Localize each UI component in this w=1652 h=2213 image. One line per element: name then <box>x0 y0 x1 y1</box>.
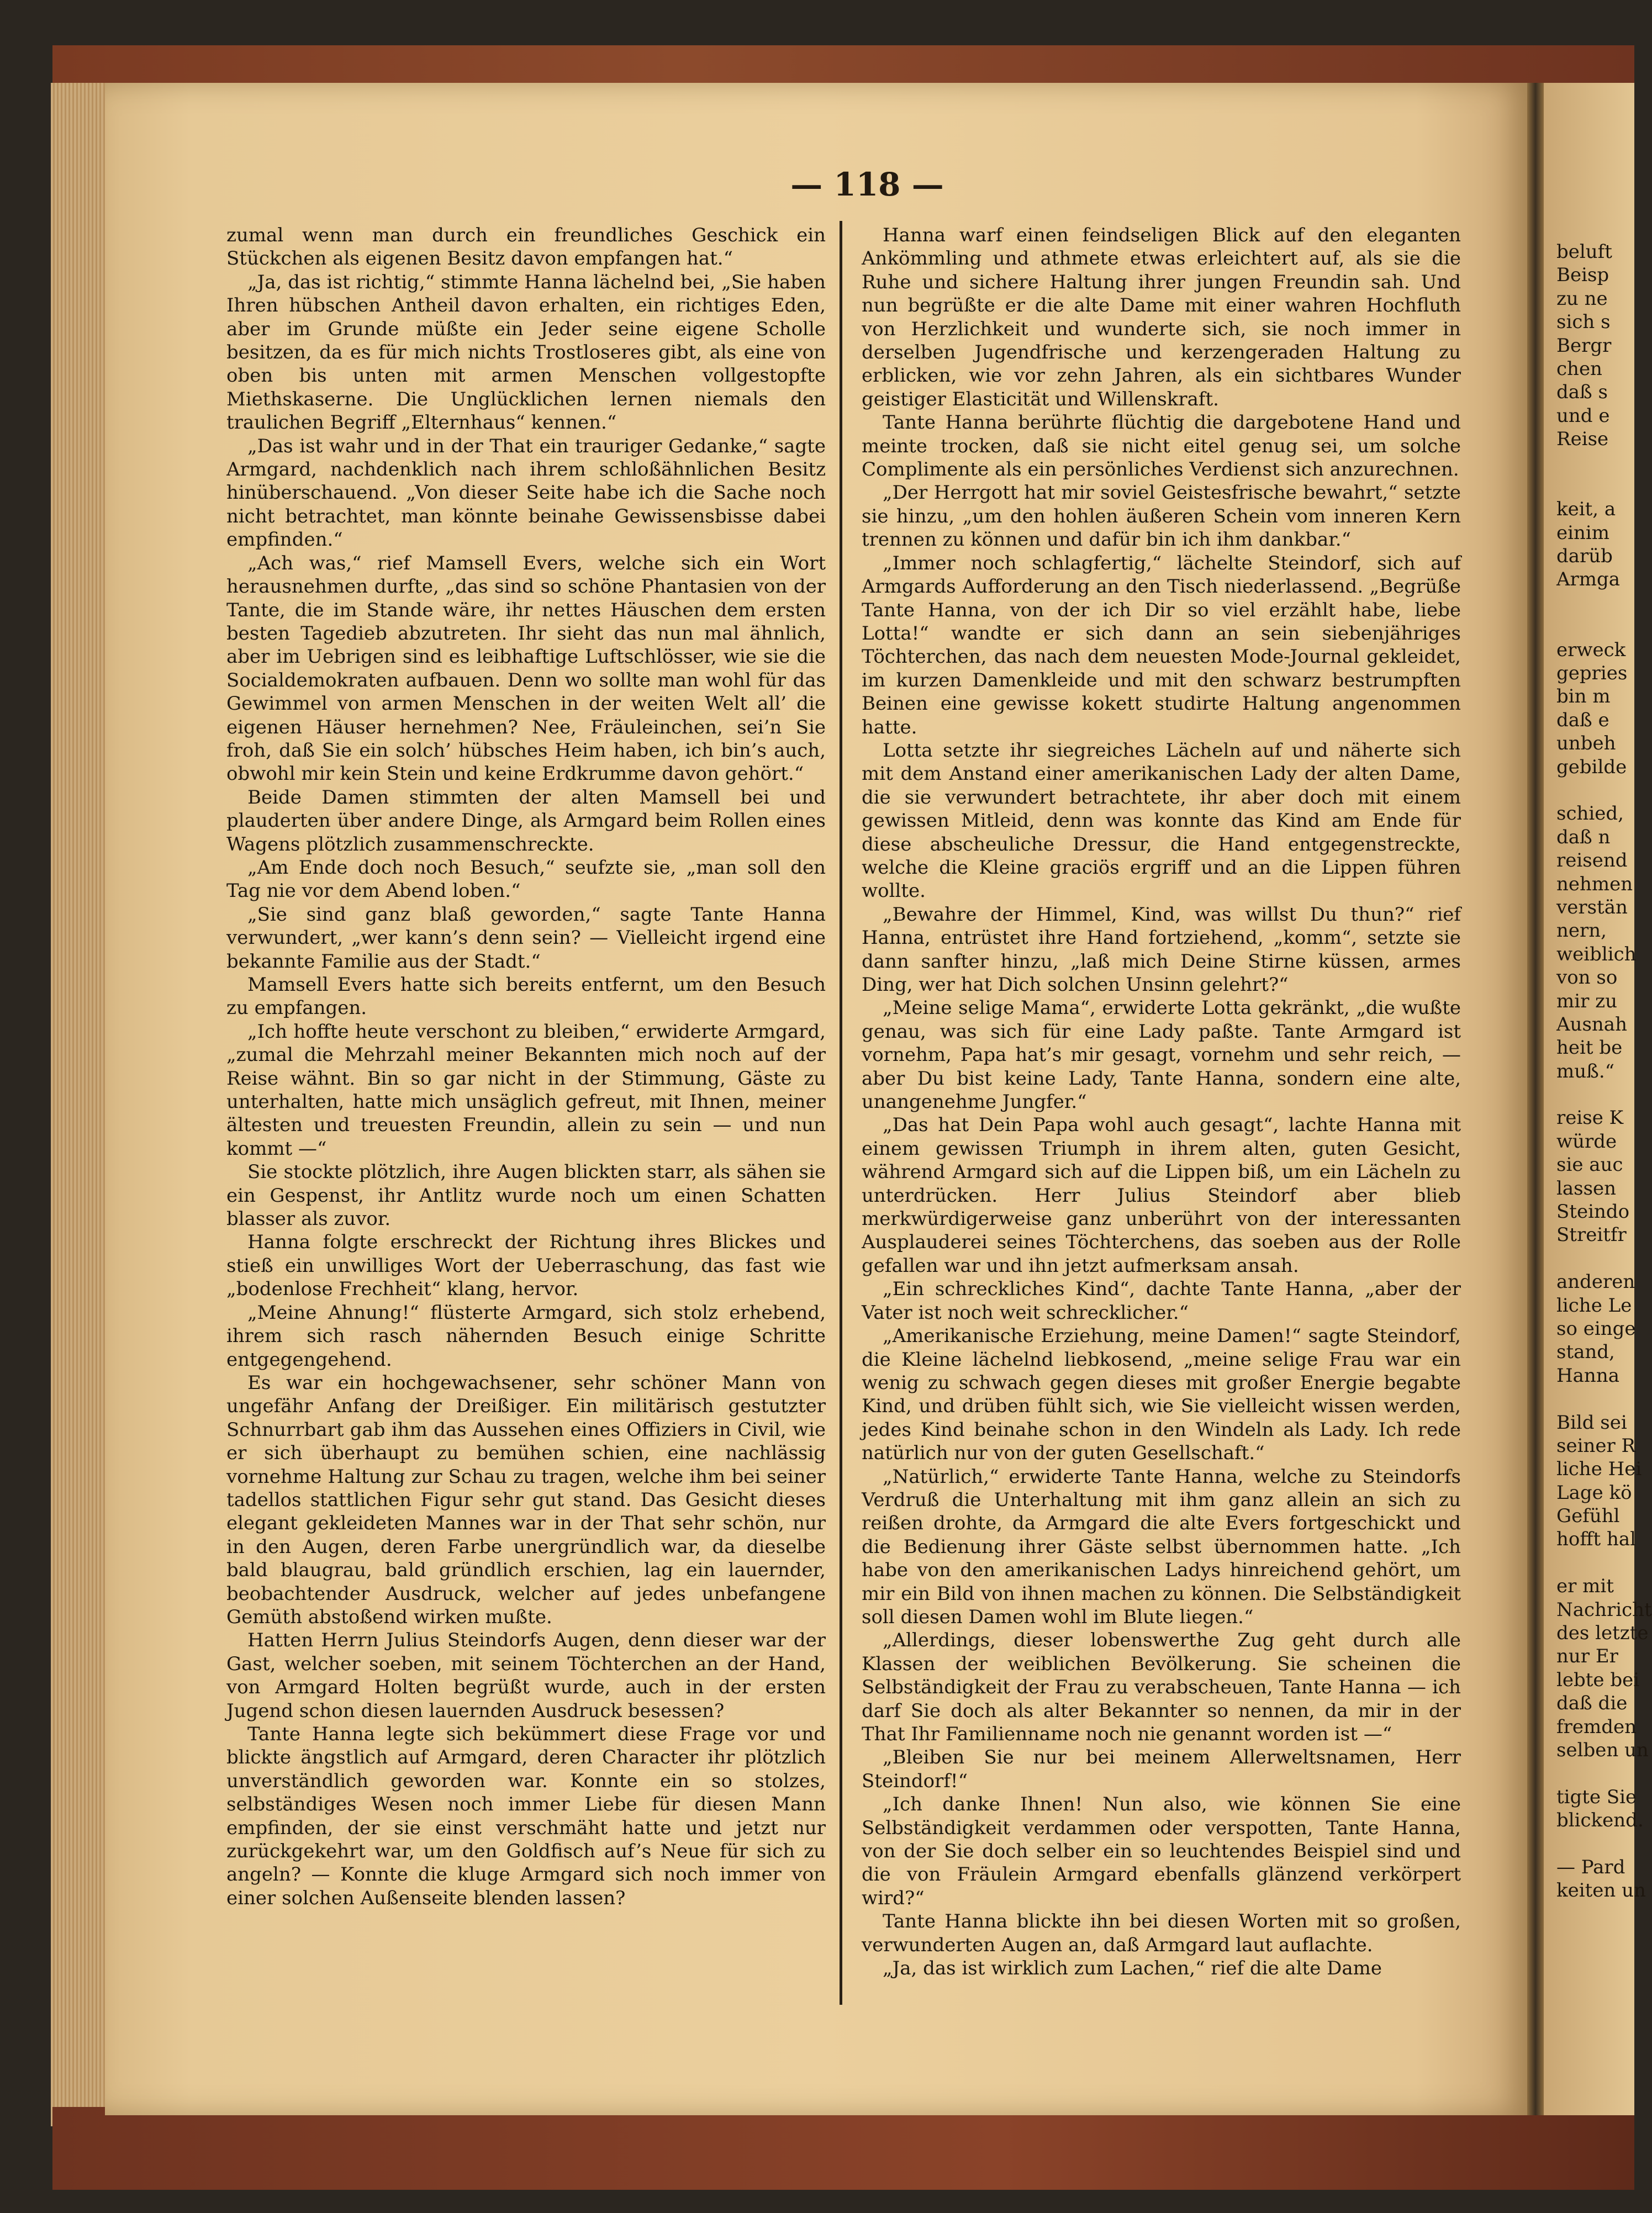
next-page-line: liche Le <box>1556 1294 1632 1317</box>
next-page-line: reisend <box>1556 849 1628 872</box>
paragraph: „Ach was,“ rief Mamsell Evers, welche sich ein Wort herausnehmen durfte, „das sind so schöne Phantasien von der Tante, die im Stande wäre, ihr nettes Häuschen dem ersten besten Tagedieb abzutreten. Ihr sieht das nun mal ähnlich, aber im Uebrigen sind es leibhaftige Luftschlösser, wie sie die Socialdemokraten aufbauen. Denn wo sollte man wohl für das Gewimmel von armen Menschen in der weiten Welt all’ die eigenen Häuser hernehmen? Nee, Fräuleinchen, sei’n Sie froh, daß Sie ein solch’ hübsches Heim haben, ich bin’s auch, obwohl mir kein Stein und keine Erdkrumme davon gehört.“ <box>226 552 826 785</box>
paragraph: „Meine Ahnung!“ flüsterte Armgard, sich stolz erhebend, ihrem sich rasch nähernden Besuch einige Schritte entgegengehend. <box>226 1301 826 1371</box>
paragraph: „Ich hoffte heute verschont zu bleiben,“ erwiderte Armgard, „zumal die Mehrzahl meiner Bekannten mich noch auf der Reise wähnt. Bin so gar nicht in der Stimmung, Gäste zu unterhalten, hatte mich unsäglich gefreut, mit Ihnen, meiner ältesten und treuesten Freundin, allein zu sein — und nun kommt —“ <box>226 1020 826 1160</box>
paragraph: Hanna folgte erschreckt der Richtung ihres Blickes und stieß ein unwilliges Wort der Ueberraschung, das fast wie „bodenlose Frechheit“ klang, hervor. <box>226 1231 826 1301</box>
next-page-line: verstän <box>1556 896 1628 918</box>
left-column <box>226 224 826 1910</box>
next-page-line: er mit <box>1556 1575 1614 1598</box>
next-page-line: erweck <box>1556 638 1626 661</box>
next-page-line: nern, <box>1556 920 1607 942</box>
next-page-line: Armga <box>1556 568 1621 591</box>
next-page-line: unbeh <box>1556 732 1616 755</box>
next-page-line: sie auc <box>1556 1154 1623 1176</box>
next-page-line: daß s <box>1556 381 1608 404</box>
next-page-line: seiner R <box>1556 1434 1636 1457</box>
paragraph: „Sie sind ganz blaß geworden,“ sagte Tante Hanna verwundert, „wer kann’s denn sein? — Vielleicht irgend eine bekannte Familie aus der Stadt.“ <box>226 903 826 973</box>
paragraph: zumal wenn man durch ein freundliches Geschick ein Stückchen als eigenen Besitz davon empfangen hat.“ <box>226 224 826 270</box>
next-page-line: gebilde <box>1556 756 1627 778</box>
page-edge-stack <box>51 83 112 2126</box>
paragraph: Tante Hanna berührte flüchtig die dargebotene Hand und meinte trocken, daß sie nicht eitel genug sei, um solche Complimente als ein persönliches Verdienst sich anzurechnen. <box>862 411 1461 481</box>
paragraph: „Bleiben Sie nur bei meinem Allerweltsnamen, Herr Steindorf!“ <box>862 1746 1461 1792</box>
next-page-line: Hanna <box>1556 1364 1619 1387</box>
next-page-line: daß die <box>1556 1692 1628 1715</box>
book-cover-top <box>52 45 1634 88</box>
column-divider <box>840 221 842 2005</box>
next-page-line <box>1556 1083 1650 1106</box>
next-page-line <box>1556 1551 1650 1575</box>
next-page-line: liche Hei <box>1556 1458 1642 1481</box>
paragraph: Tante Hanna blickte ihn bei diesen Worten mit so großen, verwunderten Augen an, daß Armgard laut auflachte. <box>862 1910 1461 1956</box>
paragraph: Hanna warf einen feindseligen Blick auf den eleganten Ankömmling und athmete etwas erleichtert auf, als sie die Ruhe und sichere Haltung ihrer jungen Freundin sah. Und nun begrüßte er die alte Dame mit einer wahren Hochfluth von Herzlichkeit und wunderte sich, sie noch immer in derselben Jugendfrische und kerzengeraden Haltung zu erblicken, wie vor zehn Jahren, als ein sichtbares Wunder geistiger Elasticität und Willenskraft. <box>862 224 1461 410</box>
next-page-line: Bergr <box>1556 334 1612 357</box>
next-page-line: lebte bei <box>1556 1668 1640 1691</box>
next-page-line: bin m <box>1556 685 1611 708</box>
paragraph: „Immer noch schlagfertig,“ lächelte Steindorf, sich auf Armgards Aufforderung an den Tisch niederlassend. „Begrüße Tante Hanna, von der ich Dir so viel erzählt habe, liebe Lotta!“ wandte er sich dann an sein siebenjähriges Töchterchen, das nach dem neuesten Mode-Journal gekleidet, im kurzen Damenkleide und mit den schwarz bestrumpften Beinen eine gewisse kokett studirte Haltung angenommen hatte. <box>862 552 1461 738</box>
next-page-line: weiblich <box>1556 943 1637 965</box>
next-page-line: fremden <box>1556 1715 1637 1738</box>
paragraph: „Bewahre der Himmel, Kind, was willst Du thun?“ rief Hanna, entrüstet ihre Hand fortziehend, „komm“, setzte sie dann sanfter hinzu, „laß mich Deine Stirne küssen, armes Ding, wer hat Dich solchen Unsinn gelehrt?“ <box>862 903 1461 996</box>
next-page-line: Bild sei <box>1556 1411 1627 1434</box>
next-page-line <box>1556 1247 1650 1270</box>
next-page-line: beluft <box>1556 241 1612 263</box>
next-page-line: chen <box>1556 357 1602 380</box>
next-page-line <box>1556 591 1650 615</box>
paragraph: „Ich danke Ihnen! Nun also, wie können Sie eine Selbständigkeit verdammen oder verspotten, Tante Hanna, von der Sie doch selber ein so leuchtendes Beispiel sind und die von Fräulein Armgard ebenfalls glänzend verkörpert wird?“ <box>862 1793 1461 1909</box>
paragraph: „Das hat Dein Papa wohl auch gesagt“, lachte Hanna mit einem gewissen Triumph in ihrem alten, guten Gesicht, während Armgard sich auf die Lippen biß, um ein Lächeln zu unterdrücken. Herr Julius Steindorf aber blieb merkwürdigerweise ganz unberührt von der interessanten Ausplauderei seines Töchterchens, das soeben aus der Rolle gefallen war und ihn jetzt aufmerksam ansah. <box>862 1114 1461 1277</box>
next-page-line: gepries <box>1556 662 1628 685</box>
next-page-line: Beisp <box>1556 264 1609 287</box>
next-page-line: daß e <box>1556 709 1609 731</box>
next-page-line: einim <box>1556 521 1610 544</box>
next-page-line: muß.“ <box>1556 1060 1615 1082</box>
book-gutter <box>1527 83 1544 2115</box>
right-column <box>862 224 1461 1980</box>
next-page-line: Ausnah <box>1556 1013 1627 1036</box>
next-page-line <box>1556 474 1650 498</box>
next-page-line: daß n <box>1556 826 1611 848</box>
paragraph: „Der Herrgott hat mir soviel Geistesfrische bewahrt,“ setzte sie hinzu, „um den hohlen äußeren Schein vom inneren Kern trennen zu können und dafür bin ich ihm dankbar.“ <box>862 482 1461 551</box>
next-page-line <box>1556 615 1650 638</box>
next-page-line <box>1556 451 1650 474</box>
next-page-line <box>1556 779 1650 802</box>
next-page-line: Nachricht <box>1556 1598 1652 1621</box>
next-page-line: anderen <box>1556 1271 1635 1293</box>
paragraph: „Ja, das ist wirklich zum Lachen,“ rief die alte Dame <box>883 1957 1382 1980</box>
paragraph: Lotta setzte ihr siegreiches Lächeln auf und näherte sich mit dem Anstand einer amerikanischen Lady der alten Dame, die sie verwundert betrachtete, ihr aber doch mit einem gewissen Mitleid, denn was konnte das Kind am Ende für diese abscheuliche Dressur, die Hand entgegenstreckte, welche die Kleine graciös ergriff und an die Lippen führen wollte. <box>862 739 1461 902</box>
next-page-line: mir zu <box>1556 990 1617 1012</box>
next-page-line <box>1556 1387 1650 1411</box>
next-page-line: darüb <box>1556 545 1613 568</box>
next-page-line: Reise <box>1556 428 1609 451</box>
next-page-line: lassen <box>1556 1177 1617 1200</box>
next-page-line: sich s <box>1556 311 1611 334</box>
next-page-line: keit, a <box>1556 498 1616 521</box>
next-page-line: Gefühl <box>1556 1505 1620 1528</box>
next-page-line: reise K <box>1556 1107 1624 1129</box>
page-number: — 118 — <box>790 166 944 203</box>
next-page-line: selben un <box>1556 1739 1649 1761</box>
paragraph: Mamsell Evers hatte sich bereits entfernt, um den Besuch zu empfangen. <box>226 974 826 1020</box>
paragraph: Hatten Herrn Julius Steindorfs Augen, denn dieser war der Gast, welcher soeben, mit seinem Töchterchen an der Hand, von Armgard Holten begrüßt wurde, auch in der ersten Jugend schon diesen lauernden Ausdruck besessen? <box>226 1629 826 1722</box>
next-page-line: Steindo <box>1556 1201 1630 1223</box>
next-page-line: und e <box>1556 404 1610 427</box>
paragraph: „Natürlich,“ erwiderte Tante Hanna, welche zu Steindorfs Verdruß die Unterhaltung mit ihm ganz allein an sich zu reißen drohte, da Armgard die alte Evers fortgeschickt und die Bedienung ihrer Gäste selbst übernommen hatte. „Ich habe von den amerikanischen Ladys hinreichend gehört, um mir ein Bild von ihnen machen zu können. Die Selbständigkeit soll diesen Damen wohl im Blute liegen.“ <box>862 1465 1461 1628</box>
paragraph: „Allerdings, dieser lobenswerthe Zug geht durch alle Klassen der weiblichen Bevölkerung. Sie scheinen die Selbständigkeit der Frau zu verabscheuen, Tante Hanna — ich darf Sie doch als alter Bekannter so nennen, da mir in der That Ihr Familienname noch nie genannt worden ist —“ <box>862 1629 1461 1745</box>
next-page-line: blickend. <box>1556 1809 1644 1832</box>
next-page-line: heit be <box>1556 1037 1623 1059</box>
paragraph: „Ja, das ist richtig,“ stimmte Hanna lächelnd bei, „Sie haben Ihren hübschen Antheil davon erhalten, ein richtiges Eden, aber im Grunde müßte ein Jeder seine eigene Scholle besitzen, da es für mich nichts Trostloseres gibt, als eine von oben bis unten mit armen Menschen vollgestopfte Miethskaserne. Die Unglücklichen lernen niemals den traulichen Begriff „Elternhaus“ kennen.“ <box>226 271 826 434</box>
next-page-line <box>1556 1832 1650 1856</box>
paragraph: „Das ist wahr und in der That ein trauriger Gedanke,“ sagte Armgard, nachdenklich nach ihrem schloßähnlichen Besitz hinüberschauend. „Von dieser Seite habe ich die Sache noch nicht betrachtet, man könnte beinahe Gewissensbisse dabei empfinden.“ <box>226 435 826 551</box>
paragraph: „Am Ende doch noch Besuch,“ seufzte sie, „man soll den Tag nie vor dem Abend loben.“ <box>226 856 826 902</box>
next-page-line: stand, <box>1556 1341 1615 1364</box>
next-page-fragments <box>1556 240 1650 1903</box>
next-page-line: zu ne <box>1556 287 1608 310</box>
next-page-line: nur Er <box>1556 1645 1618 1668</box>
next-page-line: hofft hal <box>1556 1528 1637 1551</box>
next-page-line: von so <box>1556 966 1618 989</box>
next-page-line: schied, <box>1556 802 1624 825</box>
next-page-line: — Pard <box>1556 1856 1625 1878</box>
next-page-line: so einge <box>1556 1317 1636 1340</box>
paragraph: Beide Damen stimmten der alten Mamsell bei und plauderten über andere Dinge, als Armgard beim Rollen eines Wagens plötzlich zusammenschreckte. <box>226 786 826 855</box>
next-page-line: Lage kö <box>1556 1481 1632 1504</box>
paragraph: „Amerikanische Erziehung, meine Damen!“ sagte Steindorf, die Kleine lächelnd liebkosend, „meine selige Frau war ein wenig zu schwach gegen dieses mit großer Energie begabte Kind, und drüben fühlt sich, wie Sie vielleicht wissen werden, jedes Kind beinahe schon in den Windeln als Lady. Ich rede natürlich nur von der guten Gesellschaft.“ <box>862 1325 1461 1465</box>
next-page-line: würde <box>1556 1130 1617 1153</box>
paragraph: Sie stockte plötzlich, ihre Augen blickten starr, als sähen sie ein Gespenst, ihr Antlitz wurde noch um einen Schatten blasser als zuvor. <box>226 1161 826 1230</box>
paragraph: Tante Hanna legte sich bekümmert diese Frage vor und blickte ängstlich auf Armgard, deren Character ihr plötzlich unverständlich geworden war. Konnte ein so stolzes, selbständiges Wesen noch immer Liebe für diesen Mann empfinden, der sie einst verschmäht hatte und jetzt nur zurückgekehrt war, um den Goldfisch auf’s Neue für sich zu angeln? — Konnte die kluge Armgard sich noch immer von einer solchen Außenseite blenden lassen? <box>226 1723 826 1909</box>
paragraph: Es war ein hochgewachsener, sehr schöner Mann von ungefähr Anfang der Dreißiger. Ein militärisch gestutzter Schnurrbart gab ihm das Aussehen eines Offiziers in Civil, wie er sich überhaupt zu bemühen schien, eine nachlässig vornehme Haltung zur Schau zu tragen, welche ihm bei seiner tadellos stattlichen Figur sehr gut stand. Das Gesicht dieses elegant gekleideten Mannes war in der That sehr schön, nur in den Augen, deren Farbe unergründlich war, da dieselbe bald blaugrau, bald gründlich erschien, lag ein lauernder, beobachtender Ausdruck, welcher auf jedes unbefangene Gemüth abstoßend wirken mußte. <box>226 1371 826 1628</box>
paragraph: „Meine selige Mama“, erwiderte Lotta gekränkt, „die wußte genau, was sich für eine Lady paßte. Tante Armgard ist vornehm, Papa hat’s mir gesagt, vornehm und sehr reich, — aber Du bist keine Lady, Tante Hanna, sondern eine alte, unangenehme Jungfer.“ <box>862 997 1461 1113</box>
next-page-line <box>1556 1762 1650 1785</box>
next-page-line: keiten un <box>1556 1879 1646 1902</box>
next-page-line: tigte Sie <box>1556 1786 1637 1808</box>
next-page-line: des letzte <box>1556 1622 1649 1645</box>
next-page-line: nehmen <box>1556 873 1633 895</box>
book-cover-bottom <box>52 2107 1634 2190</box>
paragraph: „Ein schreckliches Kind“, dachte Tante Hanna, „aber der Vater ist noch weit schrecklicher.“ <box>862 1278 1461 1324</box>
next-page-line: Streitfr <box>1556 1224 1627 1247</box>
